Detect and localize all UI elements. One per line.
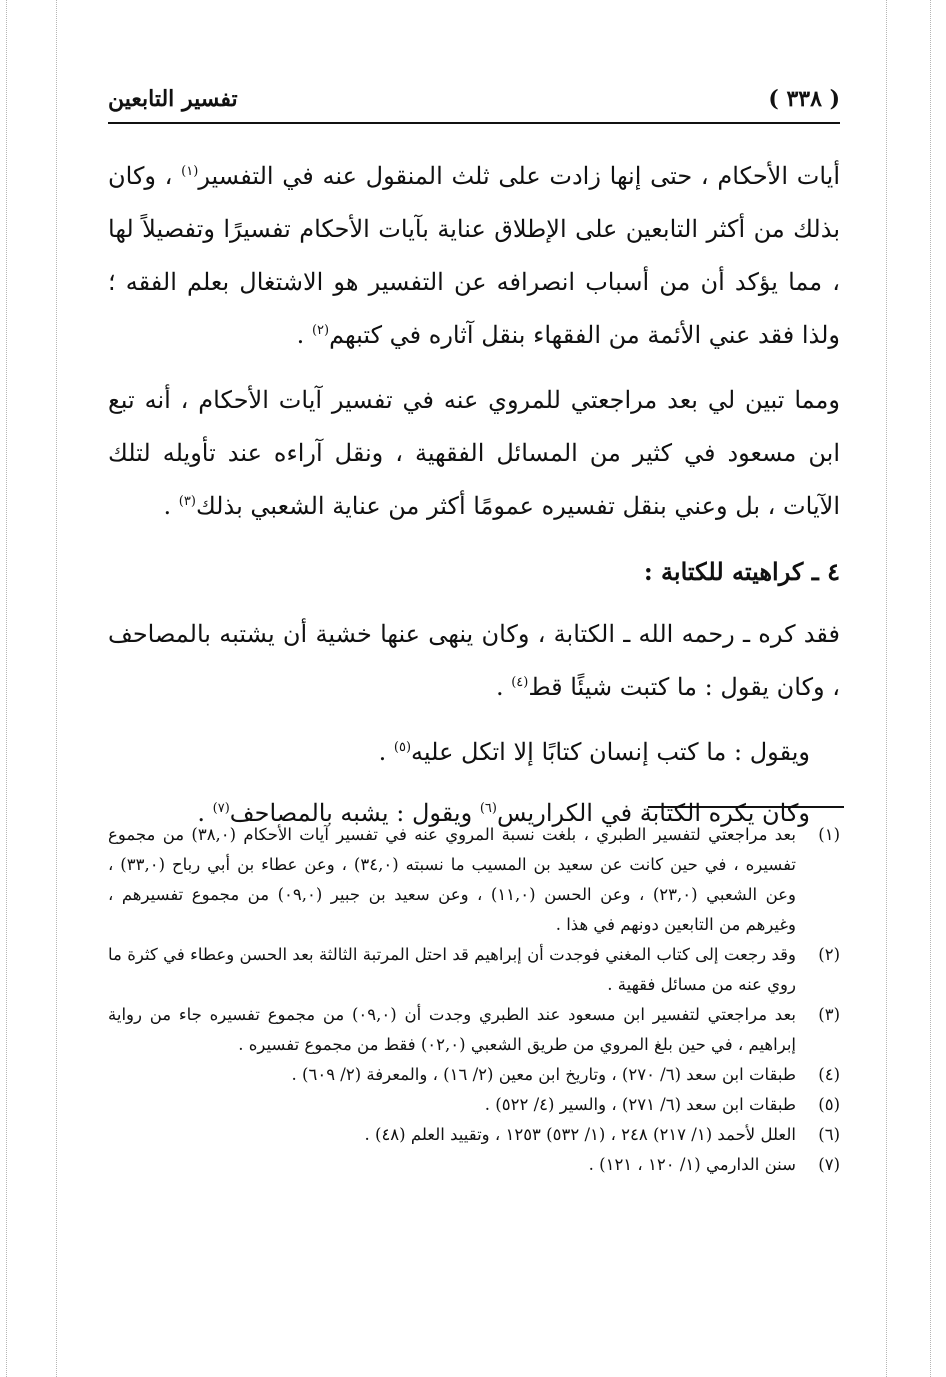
footnote-text: سنن الدارمي (١/ ١٢٠ ، ١٢١) . <box>588 1155 796 1174</box>
footnote-text: طبقات ابن سعد (٦/ ٢٧٠) ، وتاريخ ابن معين (٢/ ١٦) ، والمعرفة (٢/ ٦٠٩) . <box>291 1065 796 1084</box>
footnote-ref-7: (٧) <box>212 801 230 816</box>
footnote-number: (٥) <box>818 1095 840 1114</box>
footnote <box>108 1000 840 1060</box>
footnote-ref-2: (٢) <box>311 323 330 338</box>
footnote-separator <box>648 806 844 808</box>
paragraph-4: ويقول : ما كتب إنسان كتابًا إلا اتكل عليه$^{(٥)}$ . <box>378 738 810 766</box>
page-number: ( ٣٣٨ ) <box>768 86 840 112</box>
footnote <box>108 1090 840 1120</box>
section-heading: ٤ ـ كراهيته للكتابة : <box>643 557 840 586</box>
footnote <box>108 1060 840 1090</box>
page-header <box>108 86 840 124</box>
footnote-text: بعد مراجعتي لتفسير الطبري ، بلغت نسبة المروي عنه في تفسير آيات الأحكام (٣٨,٠) من مجموع تفسيره ، في حين كانت عن سعيد بن المسيب ما نسبته (٣٤,٠) ، وعن عطاء بن أبي رباح (٣٣,٠) ، وعن الشعبي (٢٣,٠) ، وعن الحسن (١١,٠) ، وعن سعيد بن جبير (٠٩,٠) من مجموع تفسيرهم ، وغيرهم من التابعين دونهم في هذا . <box>108 825 797 934</box>
running-title: تفسير التابعين <box>108 86 238 112</box>
footnote-text: العلل لأحمد (١/ ٢١٧) ٢٤٨ ، (١/ ٥٣٢) ١٢٥٣ ، وتقييد العلم (٤٨) . <box>364 1125 796 1144</box>
paragraph-1: أيات الأحكام ، حتى إنها زادت على ثلث المنقول عنه في التفسير$^{(١)}$ ، وكان بذلك من أكثر التابعين على الإطلاق عناية بآيات الأحكام تفسيرًا وتفصيلاً لها ، مما يؤكد أن من أسباب انصرافه عن التفسير هو الاشتغال بعلم الفقه ؛ ولذا فقد عني الأئمة من الفقهاء بنقل آثاره في كتبهم$^{(٢)}$ . <box>108 162 841 349</box>
footnote-ref-6: (٦) <box>479 801 497 816</box>
footnote-text: وقد رجعت إلى كتاب المغني فوجدت أن إبراهيم قد احتل المرتبة الثالثة بعد الحسن وعطاء في كثرة ما روي عنه من مسائل فقهية . <box>108 945 796 994</box>
paragraph-2: ومما تبين لي بعد مراجعتي للمروي عنه في تفسير آيات الأحكام ، أنه تبع ابن مسعود في كثير من المسائل الفقهية ، ونقل آراءه عند تأويله لتلك الآيات ، بل وعني بنقل تفسيره عمومًا أكثر من عناية الشعبي بذلك$^{(٣)}$ . <box>108 386 840 520</box>
footnote <box>108 940 840 1000</box>
footnote <box>108 820 840 940</box>
footnote <box>108 1120 840 1150</box>
footnote-ref-1: (١) <box>181 164 199 179</box>
footnote-number: (٦) <box>818 1125 840 1144</box>
footnote-number: (٢) <box>818 945 840 964</box>
header-rule <box>108 122 840 124</box>
paragraph-5: وكان يكره الكتابة في الكراريس$^{(٦)}$ ويقول : يشبه بالمصاحف$^{(٧)}$ . <box>197 799 810 827</box>
footnote-ref-3: (٣) <box>178 494 196 509</box>
footnote <box>108 1150 840 1180</box>
footnotes <box>108 820 840 1180</box>
footnote-number: (١) <box>818 825 840 844</box>
paragraph-3: فقد كره ـ رحمه الله ـ الكتابة ، وكان ينهى عنها خشية أن يشتبه بالمصاحف ، وكان يقول : ما كتبت شيئًا قط$^{(٤)}$ . <box>108 620 840 701</box>
footnote-text: بعد مراجعتي لتفسير ابن مسعود عند الطبري وجدت أن (٠٩,٠) من مجموع تفسيره جاء من رواية إبراهيم ، في حين بلغ المروي من طريق الشعبي (٠٢,٠) فقط من مجموع تفسيره . <box>108 1005 796 1054</box>
footnote-ref-4: (٤) <box>511 675 529 690</box>
footnote-number: (٧) <box>818 1155 840 1174</box>
footnote-number: (٤) <box>818 1065 840 1084</box>
footnote-number: (٣) <box>818 1005 840 1024</box>
footnote-text: طبقات ابن سعد (٦/ ٢٧١) ، والسير (٤/ ٥٢٢) . <box>484 1095 796 1114</box>
main-text <box>108 150 840 848</box>
footnote-ref-5: (٥) <box>393 740 412 755</box>
